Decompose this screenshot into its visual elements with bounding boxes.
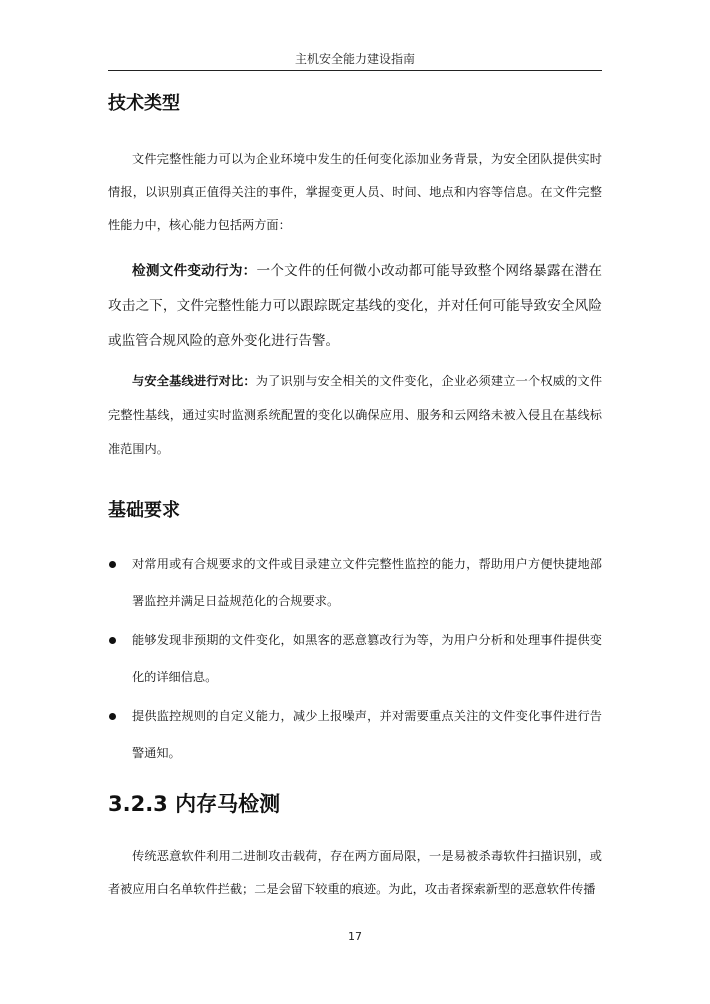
requirement-item: [108, 546, 602, 620]
running-header: 主机安全能力建设指南: [294, 52, 415, 66]
text-baseline-compare: 为了识别与安全相关的文件变化，企业必须建立一个权威的文件完整性基线，通过实时监测系统配置的变化以确保应用、服务和云网络未被入侵且在基线标准范围内。: [108, 374, 603, 456]
requirement-item: [108, 698, 602, 772]
heading-requirements: 基础要求: [108, 500, 180, 521]
requirement-item: [108, 622, 602, 696]
page-number: 17: [348, 930, 362, 943]
paragraph-baseline-compare: [108, 364, 602, 466]
requirement-item-text: 提供监控规则的自定义能力，减少上报噪声，并对需要重点关注的文件变化事件进行告警通知。: [132, 709, 602, 760]
label-baseline-compare: 与安全基线进行对比：: [132, 374, 256, 388]
requirement-item-text: 能够发现非预期的文件变化，如黑客的恶意篡改行为等，为用户分析和处理事件提供变化的详细信息。: [132, 633, 602, 684]
bullet-dot-icon: [109, 561, 116, 568]
heading-tech-types: 技术类型: [108, 93, 180, 114]
paragraph-memory-trojan: 传统恶意软件利用二进制攻击载荷，存在两方面局限，一是易被杀毒软件扫描识别，或者被应用白名单软件拦截；二是会留下较重的痕迹。为此，攻击者探索新型的恶意软件传播: [108, 849, 602, 896]
requirements-list: [108, 546, 602, 774]
requirement-item-text: 对常用或有合规要求的文件或目录建立文件完整性监控的能力，帮助用户方便快捷地部署监控并满足日益规范化的合规要求。: [132, 557, 602, 608]
text-detect-file-change: 一个文件的任何微小改动都可能导致整个网络暴露在潜在攻击之下，文件完整性能力可以跟踪既定基线的变化，并对任何可能导致安全风险或监管合规风险的意外变化进行告警。: [108, 263, 603, 349]
header-rule: [108, 70, 602, 71]
label-detect-file-change: 检测文件变动行为：: [132, 263, 257, 279]
bullet-dot-icon: [109, 713, 116, 720]
paragraph-tech-intro: 文件完整性能力可以为企业环境中发生的任何变化添加业务背景，为安全团队提供实时情报，以识别真正值得关注的事件，掌握变更人员、时间、地点和内容等信息。在文件完整性能力中，核心能力包括两方面：: [108, 152, 602, 232]
paragraph-detect-file-change: [108, 254, 602, 359]
heading-memory-trojan: 3.2.3 内存马检测: [108, 792, 281, 816]
bullet-dot-icon: [109, 637, 116, 644]
